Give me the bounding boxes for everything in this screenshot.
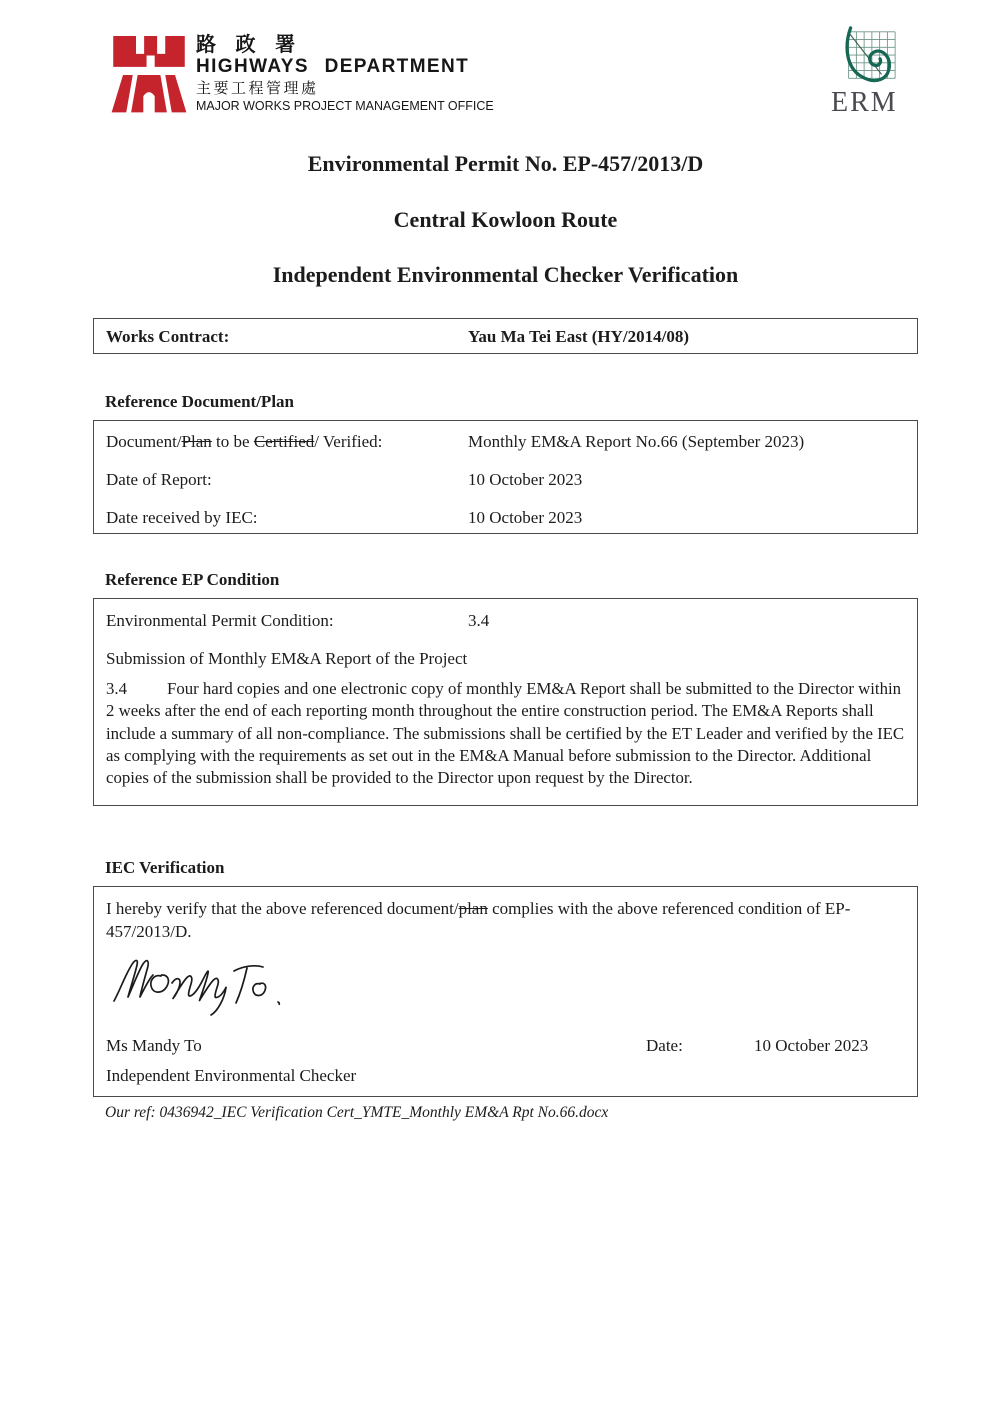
text-segment: Document/ xyxy=(106,432,182,451)
works-contract-value: Yau Ma Tei East (HY/2014/08) xyxy=(468,326,690,346)
struck-text: Plan xyxy=(181,432,212,451)
ep-condition-row xyxy=(94,610,917,631)
document-verified-label xyxy=(94,432,382,451)
permit-number-title: Environmental Permit No. EP-457/2013/D xyxy=(307,151,704,176)
iec-verification-heading: IEC Verification xyxy=(105,858,225,877)
reference-document-box xyxy=(93,420,918,534)
clause-number: 3.4 xyxy=(106,679,127,698)
our-ref-footer: Our ref: 0436942_IEC Verification Cert_YMTE_Monthly EM&A Rpt No.66.docx xyxy=(105,1104,609,1121)
signatory-title-row xyxy=(94,1065,917,1086)
office-english-name: MAJOR WORKS PROJECT MANAGEMENT OFFICE xyxy=(196,98,494,113)
office-chinese-name: 主要工程管理處 xyxy=(196,80,319,97)
erm-logo xyxy=(831,26,907,118)
iec-verification-statement xyxy=(106,897,903,943)
struck-text: Certified xyxy=(253,432,315,451)
reference-ep-condition-heading: Reference EP Condition xyxy=(105,570,280,589)
date-received-value: 10 October 2023 xyxy=(468,508,583,527)
signatory-name: Ms Mandy To xyxy=(106,1036,202,1055)
reference-document-heading: Reference Document/Plan xyxy=(105,392,294,411)
signatory-title: Independent Environmental Checker xyxy=(106,1066,357,1085)
department-name-block xyxy=(196,34,506,114)
works-contract-box xyxy=(93,318,918,354)
date-of-report-label: Date of Report: xyxy=(106,470,212,489)
department-chinese-name: 路 政 署 xyxy=(196,34,303,56)
iec-verification-box xyxy=(93,886,918,1097)
ep-condition-clause xyxy=(106,678,905,789)
clause-text: Four hard copies and one electronic copy of monthly EM&A Report shall be submitted to the Director within 2 weeks after the end of each reporting month throughout the entire construction period. The EM&A Reports shall include a summary of all non-compliance. The submissions shall be certified by the ET Leader and verified by the IEC as complying with the requirements as set out in the EM&A Manual before submission to the Director. Additional copies of the submission shall be provided to the Director upon request by the Director. xyxy=(106,679,905,788)
text-segment: I hereby verify that the above referenced document/ xyxy=(106,899,459,918)
works-contract-label: Works Contract: xyxy=(106,326,230,346)
date-of-report-row xyxy=(94,469,917,490)
document-verified-value: Monthly EM&A Report No.66 (September 2023) xyxy=(468,432,805,451)
text-segment: complies with the above referenced condition of EP-457/2013/D. xyxy=(106,899,851,941)
date-received-row xyxy=(94,507,917,528)
date-label: Date: xyxy=(646,1036,683,1055)
highways-department-logo-icon xyxy=(110,33,188,117)
text-segment: / Verified: xyxy=(314,432,383,451)
ep-condition-label: Environmental Permit Condition: xyxy=(106,611,334,630)
works-contract-row xyxy=(94,326,917,347)
document-type-title: Independent Environmental Checker Verification xyxy=(272,262,739,287)
department-english-name: HIGHWAYS DEPARTMENT xyxy=(196,56,470,77)
project-title: Central Kowloon Route xyxy=(393,207,618,232)
erm-label: ERM xyxy=(831,87,898,118)
erm-spiral-icon xyxy=(835,26,901,88)
date-of-report-value: 10 October 2023 xyxy=(468,470,583,489)
date-received-label: Date received by IEC: xyxy=(106,508,258,527)
ep-condition-title: Submission of Monthly EM&A Report of the Project xyxy=(106,649,468,668)
struck-text: plan xyxy=(458,899,488,918)
text-segment: to be xyxy=(211,432,254,451)
signatory-row xyxy=(94,1035,917,1056)
ep-condition-value: 3.4 xyxy=(468,611,490,630)
signature-icon xyxy=(110,949,290,1021)
document-verified-row xyxy=(94,431,917,452)
reference-ep-condition-box xyxy=(93,598,918,806)
date-value: 10 October 2023 xyxy=(754,1036,869,1055)
